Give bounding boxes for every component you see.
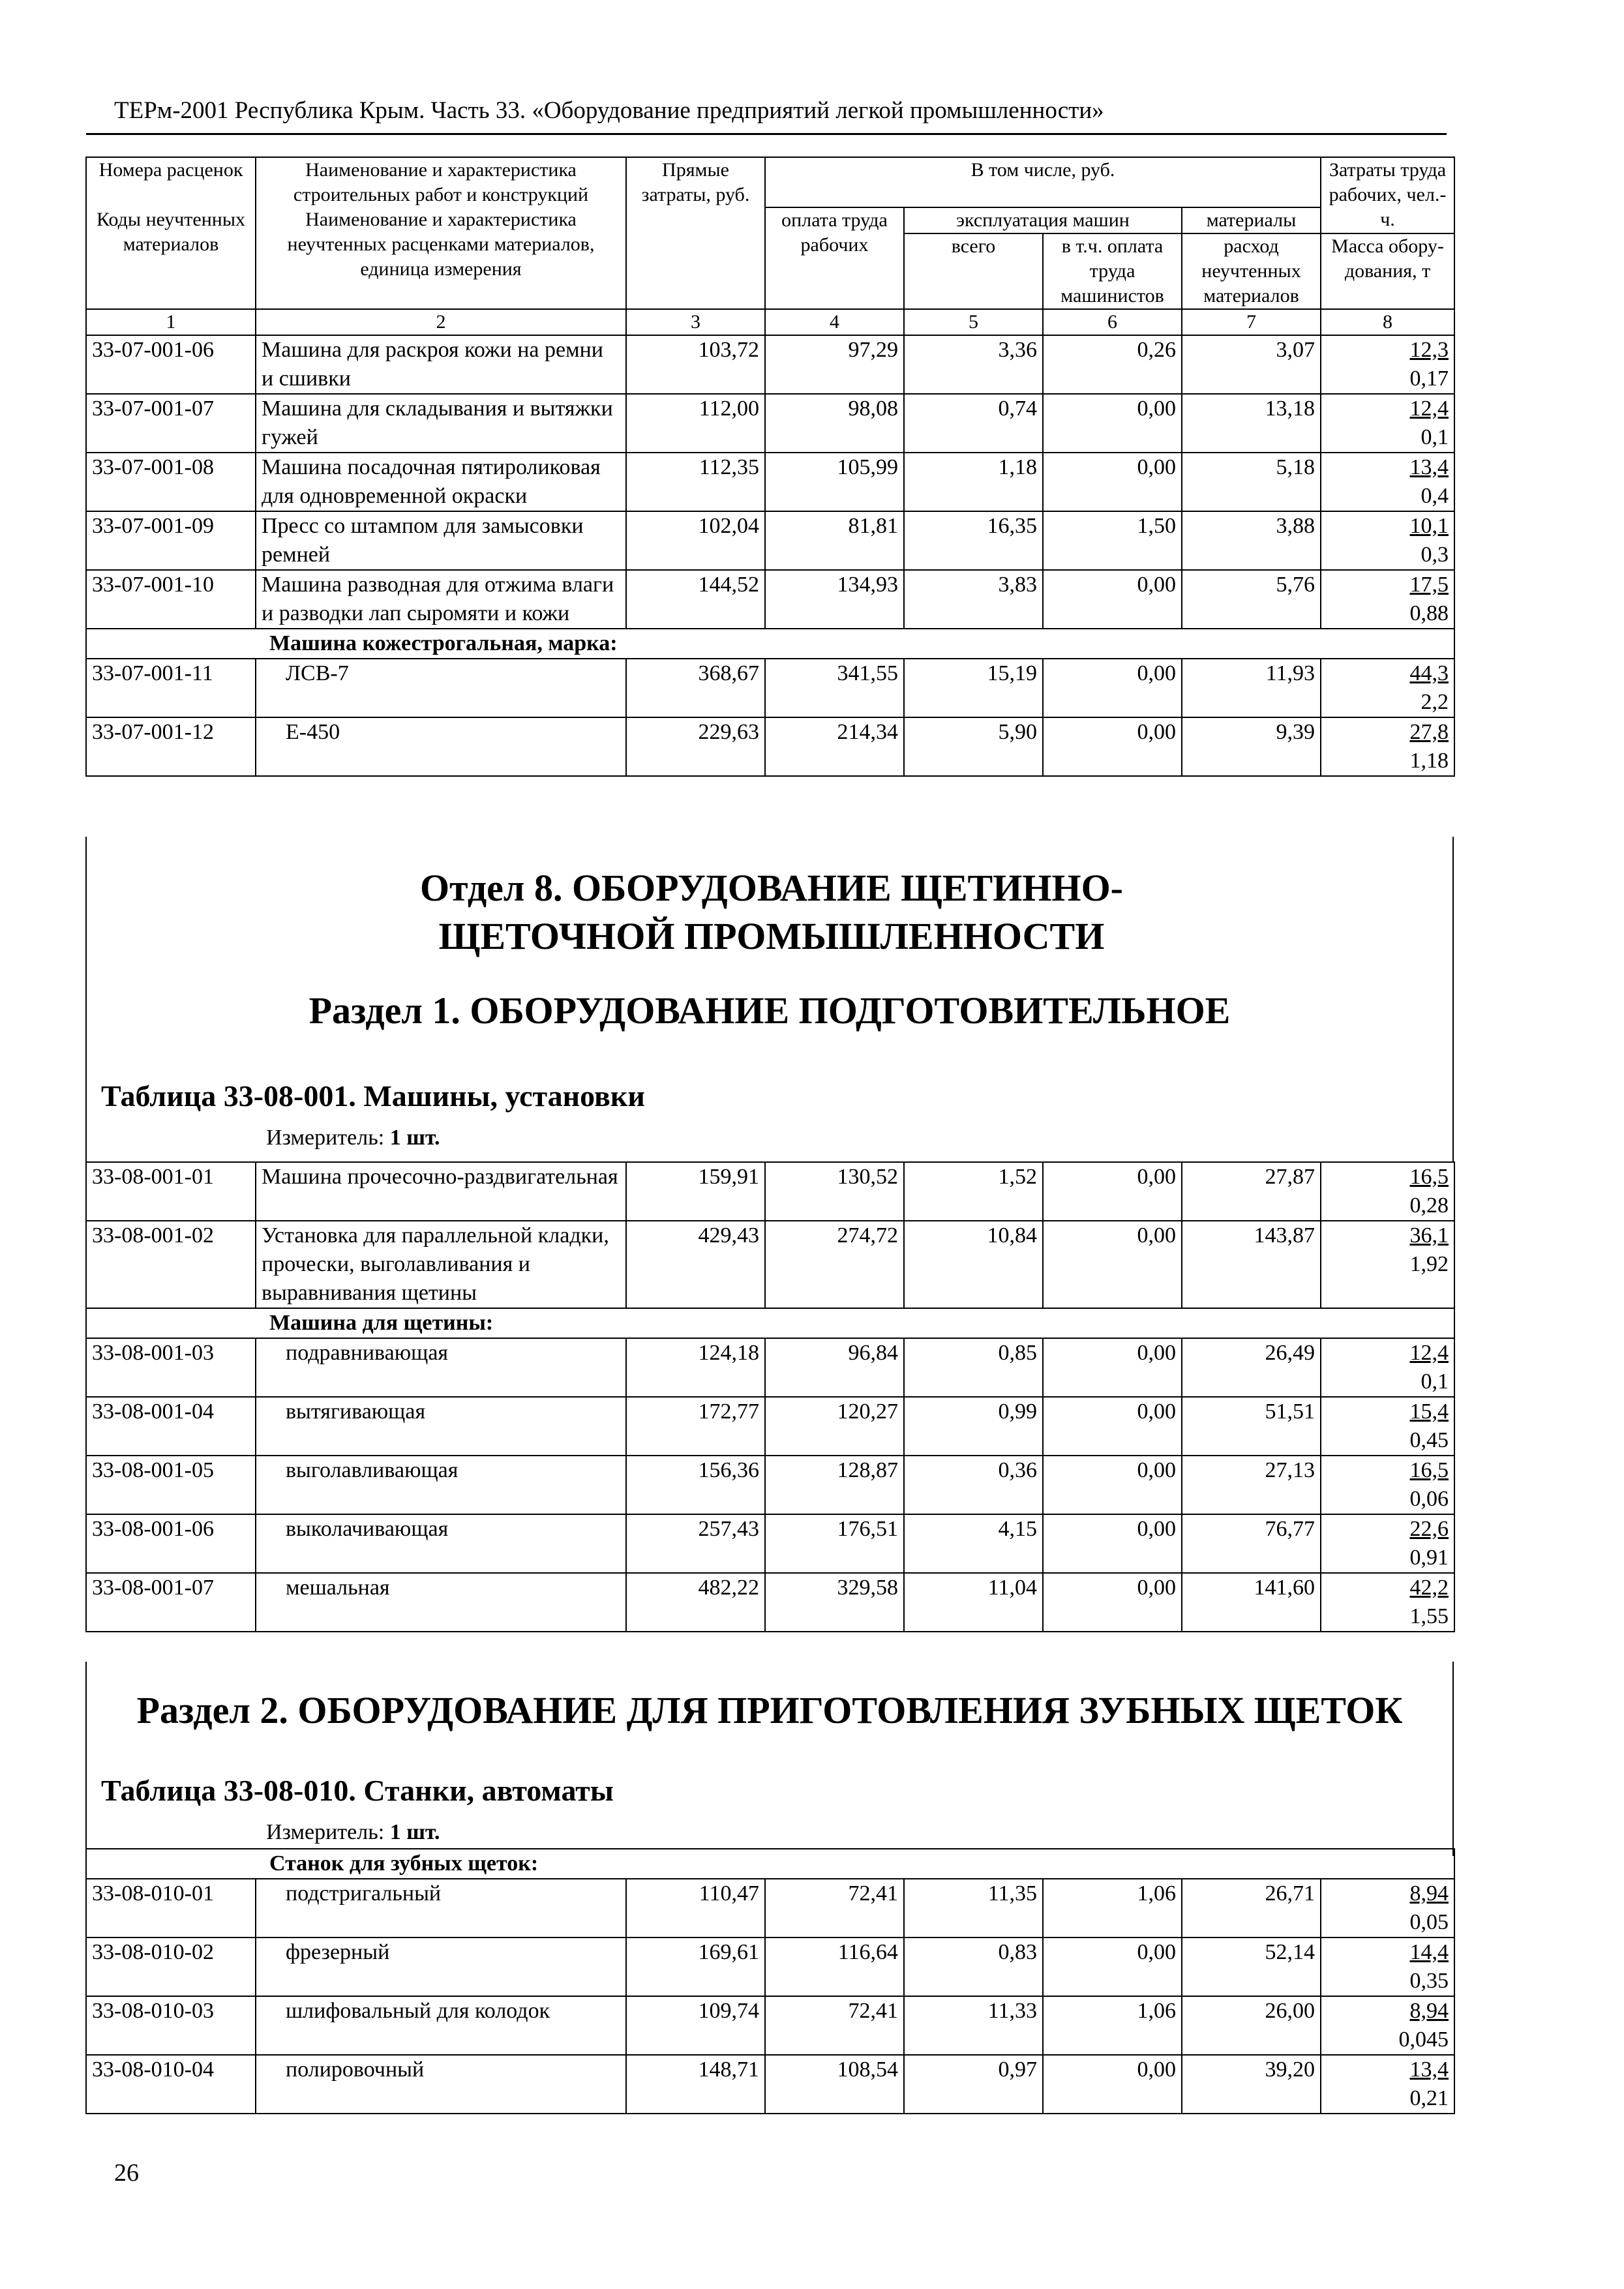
col-header-worker-pay: оплата труда рабочих <box>765 207 904 309</box>
labor-hours: 12,4 <box>1409 1341 1449 1365</box>
equipment-mass: 1,92 <box>1409 1252 1449 1276</box>
work-name: Пресс со штампом для замысовки ремней <box>256 511 626 570</box>
cost-value: 51,51 <box>1182 1397 1321 1456</box>
cost-value: 110,47 <box>626 1879 765 1937</box>
cost-value: 229,63 <box>626 717 765 776</box>
labor-mass-cell <box>1321 511 1454 570</box>
labor-hours: 15,4 <box>1409 1399 1449 1424</box>
cost-value: 0,83 <box>904 1937 1043 1996</box>
cost-value: 76,77 <box>1182 1514 1321 1573</box>
labor-hours: 13,4 <box>1409 2057 1449 2082</box>
labor-hours: 10,1 <box>1409 514 1449 538</box>
table-row <box>86 335 1454 394</box>
equipment-mass: 0,21 <box>1409 2086 1449 2110</box>
cost-value: 0,97 <box>904 2055 1043 2114</box>
cost-value: 3,83 <box>904 570 1043 629</box>
equipment-mass: 0,05 <box>1409 1910 1449 1934</box>
labor-mass-cell <box>1321 1996 1454 2055</box>
col-header-direct-costs: Прямые затраты, руб. <box>626 157 765 309</box>
cost-value: 1,06 <box>1043 1996 1182 2055</box>
labor-mass-cell <box>1321 1162 1454 1221</box>
cost-value: 1,18 <box>904 453 1043 511</box>
column-number: 8 <box>1321 309 1454 335</box>
labor-hours: 27,8 <box>1409 720 1449 744</box>
labor-mass-cell <box>1321 659 1454 717</box>
labor-hours: 42,2 <box>1409 1576 1449 1600</box>
cost-value: 0,00 <box>1043 659 1182 717</box>
work-name: полировочный <box>256 2055 626 2114</box>
cost-value: 0,36 <box>904 1456 1043 1514</box>
cost-value: 39,20 <box>1182 2055 1321 2114</box>
labor-mass-cell <box>1321 1221 1454 1308</box>
equipment-mass: 0,1 <box>1421 1369 1449 1394</box>
labor-mass-cell <box>1321 1397 1454 1456</box>
cost-value: 482,22 <box>626 1573 765 1632</box>
cost-value: 0,00 <box>1043 2055 1182 2114</box>
labor-hours: 8,94 <box>1409 1999 1449 2023</box>
cost-value: 5,90 <box>904 717 1043 776</box>
col-header-work-name: Наименование и характеристика строительных работ и конструкций <box>256 157 626 207</box>
work-name: подравнивающая <box>256 1338 626 1397</box>
cost-value: 120,27 <box>765 1397 904 1456</box>
cost-value: 112,00 <box>626 394 765 453</box>
cost-value: 72,41 <box>765 1996 904 2055</box>
rates-table-33-08-001 <box>85 1161 1455 1632</box>
cost-value: 98,08 <box>765 394 904 453</box>
cost-value: 176,51 <box>765 1514 904 1573</box>
equipment-mass: 0,4 <box>1421 484 1449 508</box>
labor-hours: 12,4 <box>1409 396 1449 421</box>
part-2-title: Раздел 2. ОБОРУДОВАНИЕ ДЛЯ ПРИГОТОВЛЕНИЯ ЗУБНЫХ ЩЕТОК <box>136 1689 1403 1731</box>
rates-table-33-08-010 <box>85 1848 1455 2114</box>
cost-value: 257,43 <box>626 1514 765 1573</box>
cost-value: 0,00 <box>1043 1573 1182 1632</box>
cost-value: 116,64 <box>765 1937 904 1996</box>
table-row <box>86 1514 1454 1573</box>
rates-table-top <box>85 157 1455 777</box>
measure-line-1 <box>87 1125 440 1151</box>
table-row <box>86 453 1454 511</box>
column-number: 6 <box>1043 309 1182 335</box>
running-header: ТЕРм-2001 Республика Крым. Часть 33. «Оборудование предприятий легкой промышленности» <box>114 97 1104 124</box>
cost-value: 134,93 <box>765 570 904 629</box>
work-name: Установка для параллельной кладки, прочески, выголавливания и выравнивания щетины <box>256 1221 626 1308</box>
cost-value: 169,61 <box>626 1937 765 1996</box>
measure-label: Измеритель: <box>266 1126 385 1150</box>
cost-value: 13,18 <box>1182 394 1321 453</box>
col-header-operator-pay: в т.ч. оплата труда машинистов <box>1043 233 1182 309</box>
column-number: 3 <box>626 309 765 335</box>
cost-value: 148,71 <box>626 2055 765 2114</box>
equipment-mass: 0,3 <box>1421 543 1449 567</box>
cost-value: 0,00 <box>1043 1162 1182 1221</box>
labor-mass-cell <box>1321 394 1454 453</box>
measure-line-2 <box>87 1819 440 1846</box>
labor-hours: 12,3 <box>1409 338 1449 362</box>
table-33-08-001-title: Таблица 33-08-001. Машины, установки <box>101 1079 645 1113</box>
cost-value: 27,13 <box>1182 1456 1321 1514</box>
col-header-machine-operation: эксплуатация машин <box>904 207 1182 233</box>
rate-code: 33-08-001-04 <box>86 1397 256 1456</box>
work-name: вытягивающая <box>256 1397 626 1456</box>
equipment-mass: 0,28 <box>1409 1193 1449 1218</box>
labor-mass-cell <box>1321 1456 1454 1514</box>
cost-value: 0,00 <box>1043 1937 1182 1996</box>
labor-mass-cell <box>1321 717 1454 776</box>
group-row <box>86 1849 1454 1879</box>
cost-value: 15,19 <box>904 659 1043 717</box>
rate-code: 33-08-010-03 <box>86 1996 256 2055</box>
cost-value: 5,76 <box>1182 570 1321 629</box>
equipment-mass: 0,88 <box>1409 601 1449 625</box>
labor-hours: 13,4 <box>1409 455 1449 479</box>
work-name: Машина для раскроя кожи на ремни и сшивки <box>256 335 626 394</box>
table-row <box>86 1879 1454 1937</box>
cost-value: 141,60 <box>1182 1573 1321 1632</box>
cost-value: 102,04 <box>626 511 765 570</box>
measure-label: Измеритель: <box>266 1820 385 1844</box>
labor-hours: 14,4 <box>1409 1940 1449 1964</box>
work-name: подстригальный <box>256 1879 626 1937</box>
cost-value: 11,04 <box>904 1573 1043 1632</box>
part-1-title: Раздел 1. ОБОРУДОВАНИЕ ПОДГОТОВИТЕЛЬНОЕ <box>308 989 1231 1032</box>
labor-mass-cell <box>1321 1514 1454 1573</box>
section-titles-2 <box>85 1662 1454 1856</box>
cost-value: 27,87 <box>1182 1162 1321 1221</box>
equipment-mass: 2,2 <box>1421 690 1449 714</box>
group-heading: Машина кожестрогальная, марка: <box>86 629 1454 659</box>
labor-hours: 8,94 <box>1409 1881 1449 1906</box>
cost-value: 0,26 <box>1043 335 1182 394</box>
rate-code: 33-08-010-02 <box>86 1937 256 1996</box>
table-row <box>86 1456 1454 1514</box>
work-name: выколачивающая <box>256 1514 626 1573</box>
cost-value: 0,00 <box>1043 1397 1182 1456</box>
header-rule <box>86 133 1447 135</box>
rate-code: 33-08-010-04 <box>86 2055 256 2114</box>
rate-code: 33-07-001-10 <box>86 570 256 629</box>
table-33-08-010-title: Таблица 33-08-010. Станки, автоматы <box>101 1774 614 1807</box>
table-row <box>86 2055 1454 2114</box>
work-name: Машина посадочная пятироликовая для одновременной окраски <box>256 453 626 511</box>
cost-value: 143,87 <box>1182 1221 1321 1308</box>
equipment-mass: 0,1 <box>1421 425 1449 449</box>
measure-value: 1 шт. <box>389 1126 440 1150</box>
cost-value: 0,00 <box>1043 1514 1182 1573</box>
work-name: Е-450 <box>256 717 626 776</box>
labor-hours: 22,6 <box>1409 1517 1449 1541</box>
cost-value: 3,07 <box>1182 335 1321 394</box>
col-header-labor: Затраты труда рабочих, чел.-ч. <box>1321 157 1454 233</box>
work-name: Машина для складывания и вытяжки гужей <box>256 394 626 453</box>
rate-code: 33-07-001-08 <box>86 453 256 511</box>
cost-value: 172,77 <box>626 1397 765 1456</box>
column-number: 4 <box>765 309 904 335</box>
cost-value: 96,84 <box>765 1338 904 1397</box>
rate-code: 33-08-001-03 <box>86 1338 256 1397</box>
cost-value: 0,00 <box>1043 717 1182 776</box>
cost-value: 0,00 <box>1043 394 1182 453</box>
cost-value: 130,52 <box>765 1162 904 1221</box>
column-number: 7 <box>1182 309 1321 335</box>
cost-value: 0,74 <box>904 394 1043 453</box>
table-row <box>86 1937 1454 1996</box>
work-name: ЛСВ-7 <box>256 659 626 717</box>
cost-value: 11,93 <box>1182 659 1321 717</box>
cost-value: 10,84 <box>904 1221 1043 1308</box>
table-row <box>86 394 1454 453</box>
cost-value: 26,00 <box>1182 1996 1321 2055</box>
rate-code: 33-08-001-01 <box>86 1162 256 1221</box>
equipment-mass: 0,17 <box>1409 367 1449 391</box>
column-number: 1 <box>86 309 256 335</box>
measure-value: 1 шт. <box>389 1820 440 1844</box>
table-row <box>86 1221 1454 1308</box>
table-row <box>86 570 1454 629</box>
equipment-mass: 0,35 <box>1409 1969 1449 1993</box>
cost-value: 109,74 <box>626 1996 765 2055</box>
cost-value: 368,67 <box>626 659 765 717</box>
table-row <box>86 717 1454 776</box>
cost-value: 341,55 <box>765 659 904 717</box>
cost-value: 3,36 <box>904 335 1043 394</box>
equipment-mass: 1,18 <box>1409 749 1449 773</box>
rate-code: 33-07-001-12 <box>86 717 256 776</box>
rate-code: 33-08-001-06 <box>86 1514 256 1573</box>
group-heading: Машина для щетины: <box>86 1308 1454 1338</box>
rate-code: 33-08-001-05 <box>86 1456 256 1514</box>
work-name: фрезерный <box>256 1937 626 1996</box>
section-titles-1 <box>85 837 1454 1161</box>
col-header-machines-total: всего <box>904 233 1043 309</box>
cost-value: 112,35 <box>626 453 765 511</box>
cost-value: 97,29 <box>765 335 904 394</box>
cost-value: 81,81 <box>765 511 904 570</box>
table-row <box>86 1996 1454 2055</box>
labor-hours: 17,5 <box>1409 573 1449 597</box>
section-8-title: Отдел 8. ОБОРУДОВАНИЕ ЩЕТИННО-ЩЕТОЧНОЙ ПРОМЫШЛЕННОСТИ <box>419 867 1123 957</box>
table-row <box>86 511 1454 570</box>
group-row <box>86 629 1454 659</box>
cost-value: 108,54 <box>765 2055 904 2114</box>
cost-value: 274,72 <box>765 1221 904 1308</box>
cost-value: 1,06 <box>1043 1879 1182 1937</box>
rate-code: 33-07-001-07 <box>86 394 256 453</box>
table-row <box>86 659 1454 717</box>
cost-value: 429,43 <box>626 1221 765 1308</box>
equipment-mass: 0,06 <box>1409 1487 1449 1511</box>
cost-value: 1,52 <box>904 1162 1043 1221</box>
cost-value: 103,72 <box>626 335 765 394</box>
cost-value: 5,18 <box>1182 453 1321 511</box>
cost-value: 105,99 <box>765 453 904 511</box>
cost-value: 16,35 <box>904 511 1043 570</box>
column-number: 5 <box>904 309 1043 335</box>
labor-mass-cell <box>1321 1937 1454 1996</box>
cost-value: 11,33 <box>904 1996 1043 2055</box>
work-name: мешальная <box>256 1573 626 1632</box>
rate-code: 33-08-001-07 <box>86 1573 256 1632</box>
cost-value: 3,88 <box>1182 511 1321 570</box>
rate-code: 33-08-001-02 <box>86 1221 256 1308</box>
cost-value: 159,91 <box>626 1162 765 1221</box>
cost-value: 0,85 <box>904 1338 1043 1397</box>
table-row <box>86 1338 1454 1397</box>
cost-value: 144,52 <box>626 570 765 629</box>
cost-value: 0,00 <box>1043 1338 1182 1397</box>
cost-value: 329,58 <box>765 1573 904 1632</box>
rate-code: 33-08-010-01 <box>86 1879 256 1937</box>
col-header-material-usage: расход неучтенных материалов <box>1182 233 1321 309</box>
cost-value: 128,87 <box>765 1456 904 1514</box>
col-header-material-codes: Коды неучтенных материалов <box>86 207 256 309</box>
col-header-material-names: Наименование и характеристика неучтенных расценками материалов, единица измерения <box>256 207 626 309</box>
equipment-mass: 1,55 <box>1409 1604 1449 1628</box>
cost-value: 52,14 <box>1182 1937 1321 1996</box>
cost-value: 4,15 <box>904 1514 1043 1573</box>
work-name: Машина прочесочно-раздвигательная <box>256 1162 626 1221</box>
cost-value: 26,71 <box>1182 1879 1321 1937</box>
cost-value: 156,36 <box>626 1456 765 1514</box>
cost-value: 0,00 <box>1043 453 1182 511</box>
equipment-mass: 0,45 <box>1409 1428 1449 1452</box>
labor-mass-cell <box>1321 2055 1454 2114</box>
work-name: выголавливающая <box>256 1456 626 1514</box>
column-number: 2 <box>256 309 626 335</box>
labor-hours: 44,3 <box>1409 661 1449 685</box>
rate-code: 33-07-001-09 <box>86 511 256 570</box>
table-row <box>86 1573 1454 1632</box>
labor-mass-cell <box>1321 570 1454 629</box>
cost-value: 11,35 <box>904 1879 1043 1937</box>
labor-mass-cell <box>1321 1879 1454 1937</box>
labor-hours: 16,5 <box>1409 1458 1449 1482</box>
work-name: Машина разводная для отжима влаги и разводки лап сыромяти и кожи <box>256 570 626 629</box>
cost-value: 26,49 <box>1182 1338 1321 1397</box>
group-row <box>86 1308 1454 1338</box>
col-header-including: В том числе, руб. <box>765 157 1321 207</box>
labor-mass-cell <box>1321 335 1454 394</box>
labor-hours: 36,1 <box>1409 1223 1449 1248</box>
cost-value: 124,18 <box>626 1338 765 1397</box>
equipment-mass: 0,91 <box>1409 1546 1449 1570</box>
work-name: шлифовальный для колодок <box>256 1996 626 2055</box>
cost-value: 214,34 <box>765 717 904 776</box>
rate-code: 33-07-001-11 <box>86 659 256 717</box>
cost-value: 0,00 <box>1043 1221 1182 1308</box>
group-heading: Станок для зубных щеток: <box>86 1849 1454 1879</box>
labor-mass-cell <box>1321 1338 1454 1397</box>
labor-mass-cell <box>1321 1573 1454 1632</box>
page-number: 26 <box>114 2159 139 2187</box>
labor-mass-cell <box>1321 453 1454 511</box>
col-header-equipment-mass: Масса обору-дования, т <box>1321 233 1454 309</box>
cost-value: 1,50 <box>1043 511 1182 570</box>
table-row <box>86 1162 1454 1221</box>
col-header-rate-numbers: Номера расценок <box>86 157 256 207</box>
equipment-mass: 0,045 <box>1398 2027 1449 2052</box>
rate-code: 33-07-001-06 <box>86 335 256 394</box>
cost-value: 9,39 <box>1182 717 1321 776</box>
cost-value: 72,41 <box>765 1879 904 1937</box>
cost-value: 0,00 <box>1043 570 1182 629</box>
labor-hours: 16,5 <box>1409 1165 1449 1189</box>
cost-value: 0,00 <box>1043 1456 1182 1514</box>
col-header-materials: материалы <box>1182 207 1321 233</box>
table-row <box>86 1397 1454 1456</box>
cost-value: 0,99 <box>904 1397 1043 1456</box>
